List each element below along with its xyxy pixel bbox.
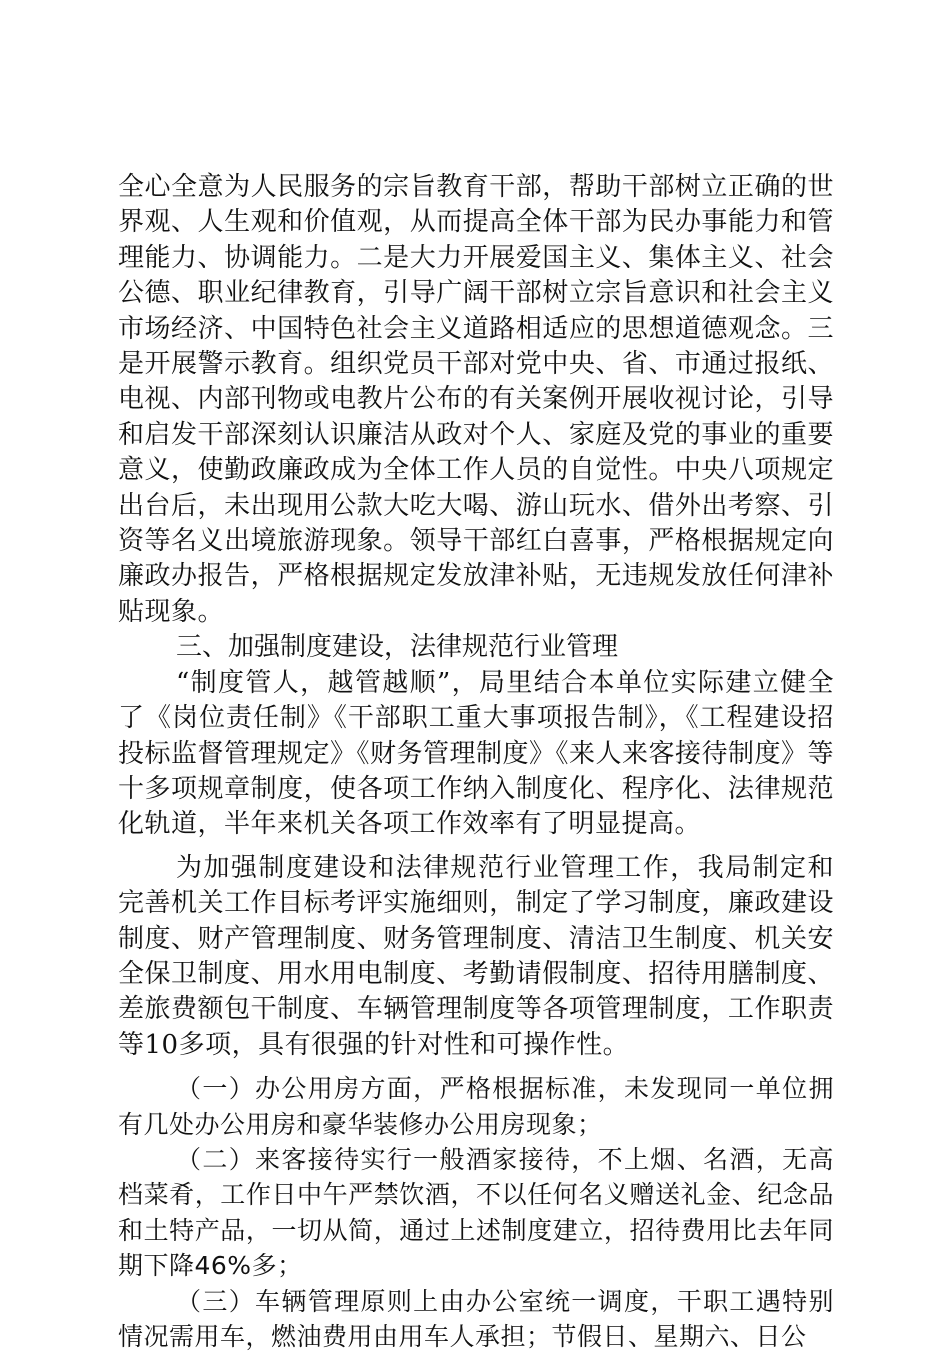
list-item-office-space: （一）办公用房方面，严格根据标准，未发现同一单位拥有几处办公用房和豪华装修办公用房现象； bbox=[118, 1074, 834, 1139]
list-item-reception: （二）来客接待实行一般酒家接待，不上烟、名酒，无高档菜肴，工作日中午严禁饮酒，不以任何名义赠送礼金、纪念品和土特产品，一切从简，通过上述制度建立，招待费用比去年同期下降46%多； bbox=[118, 1144, 834, 1281]
document-page bbox=[118, 170, 834, 1354]
body-paragraph-education: 全心全意为人民服务的宗旨教育干部，帮助干部树立正确的世界观、人生观和价值观，从而提高全体干部为民办事能力和管理能力、协调能力。二是大力开展爱国主义、集体主义、社会公德、职业纪律教育，引导广阔干部树立宗旨意识和社会主义市场经济、中国特色社会主义道路相适应的思想道德观念。三是开展警示教育。组织党员干部对党中央、省、市通过报纸、电视、内部刊物或电教片公布的有关案例开展收视讨论，引导和启发干部深刻认识廉洁从政对个人、家庭及党的事业的重要意义，使勤政廉政成为全体工作人员的自觉性。中央八项规定出台后，未出现用公款大吃大喝、游山玩水、借外出考察、引资等名义出境旅游现象。领导干部红白喜事，严格根据规定向廉政办报告，严格根据规定发放津补贴，无违规发放任何津补贴现象。 bbox=[118, 172, 834, 627]
body-paragraph-management-system: 为加强制度建设和法律规范行业管理工作，我局制定和完善机关工作目标考评实施细则，制定了学习制度，廉政建设制度、财产管理制度、财务管理制度、清洁卫生制度、机关安全保卫制度、用水用电制度、考勤请假制度、招待用膳制度、差旅费额包干制度、车辆管理制度等各项管理制度，工作职责等10多项，具有很强的针对性和可操作性。 bbox=[118, 852, 834, 1060]
body-paragraph-regulations: “制度管人，越管越顺”，局里结合本单位实际建立健全了《岗位责任制》《干部职工重大事项报告制》，《工程建设招投标监督管理规定》《财务管理制度》《来人来客接待制度》等十多项规章制度，使各项工作纳入制度化、程序化、法律规范化轨道，半年来机关各项工作效率有了明显提高。 bbox=[118, 667, 835, 840]
list-item-vehicles: （三）车辆管理原则上由办公室统一调度，干职工遇特别情况需用车，燃油费用由用车人承担；节假日、星期六、日公 bbox=[118, 1286, 834, 1351]
section-heading-3: 三、加强制度建设，法律规范行业管理 bbox=[176, 632, 619, 663]
paragraph-gap bbox=[118, 843, 834, 851]
paragraph-gap bbox=[118, 1063, 834, 1071]
